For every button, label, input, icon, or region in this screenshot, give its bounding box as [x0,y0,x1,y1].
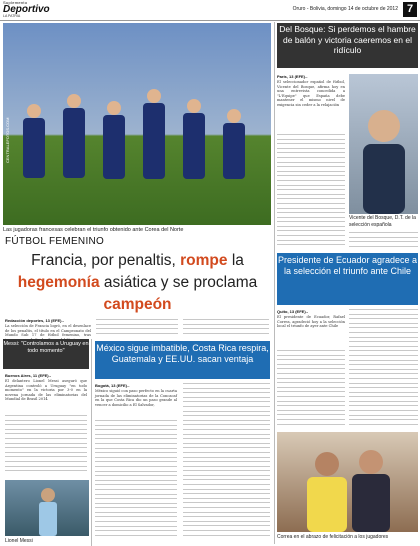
embrace-illustration [277,432,418,532]
brand-logo [3,1,73,18]
ecuador-body-col2-lines [349,309,418,430]
france-credit: Redacción deportes, 13 (EFE).- [5,318,64,323]
espana-body-col2-lines [349,232,418,250]
mexico-credit: Bogotá, 13 (EFE).- [95,383,130,388]
mexico-body-col2-lines [183,383,270,544]
france-body-col2 [96,319,178,335]
messi-sidebar [3,339,92,546]
del-bosque-caption: Vicente del Bosque, D.T. de la selección española [349,215,416,228]
france-photo-caption: Las jugadoras francesas celebran el triunfo obtenido ante Corea del Norte [3,227,184,233]
mexico-body: México siguió con paso perfecto en la cuarta jornada de las eliminatorias de la Concacaf en la que Costa Rica dio un paso grande al vencer a domicilio a El Salvador, [95,389,177,407]
headline-part: asiática y se proclama [99,274,258,291]
france-team-photo [3,23,271,225]
espana-body-col1-lines [277,134,345,250]
brand-top: Suplemento [3,0,28,5]
headline-part: Francia, por penaltis, [31,252,181,269]
france-body-col3 [183,319,269,335]
france-body: La selección de Francia logró, en el desenlace de los penaltis, el título en el Campeonato del Mundo Sub 17 de fútbol femenino, tras [5,324,91,338]
messi-photo-caption: Lionel Messi [5,538,33,544]
celebrating-players-illustration [3,23,271,225]
headline-part: la [227,252,244,269]
espana-credit: París, 13 (EFE).- [277,74,308,79]
france-headline [5,250,270,316]
ecuador-body-col1-lines [277,350,345,430]
ecuador-credit: Quito, 13 (EFE).- [277,309,309,314]
photo-watermark: CENTRALEFOTOS.COM [5,117,10,163]
portrait-illustration [349,74,418,214]
brand-sub: LA PATRIA [3,14,21,18]
espana-headline: Del Bosque: Si perdemos el hambre de balón y victoria caeremos en el ridículo [277,23,418,68]
headline-highlight: rompe [180,252,228,269]
del-bosque-photo [349,74,418,214]
messi-title: Messi: "Controlamos a Uruguay en todo momento" [3,339,89,369]
headline-highlight: hegemonía [17,274,100,291]
section-kicker: FÚTBOL FEMENINO [5,236,105,247]
messi-body: El delantero Lionel Messi aseguró que Argentina controló a Uruguay "en todo momento" en la victoria por 3-0 en la novena jornada de las eliminatorias del Mundial de Brasil 2014 [5,379,87,402]
correa-caption: Correa en el abrazo de felicitación a los jugadores [277,534,389,540]
headline-highlight: campeón [103,296,172,313]
mexico-body-col1-lines [95,420,177,544]
espana-body: El seleccionador español de fútbol, Vicente del Bosque, afirma hoy en una entrevista concedida a "L'Equipe" que España debe mantener el mismo nivel de exigencia sin ceder a la relajación [277,80,345,107]
correa-photo [277,432,418,532]
mexico-headline: México sigue imbatible, Costa Rica respira, Guatemala y EE.UU. sacan ventaja [95,341,270,379]
brand-main: Deportivo [3,4,50,15]
ecuador-body: El presidente de Ecuador, Rafael Correa, agradeció hoy a la selección local el triunfo de ayer ante Chile [277,315,345,329]
messi-body-lines [5,415,87,475]
ecuador-headline: Presidente de Ecuador agradece a la selección el triunfo ante Chile [277,253,418,305]
messi-photo [5,480,89,536]
dateline: Oruro - Bolivia, domingo 14 de octubre de 2012 [292,6,398,12]
column-divider [274,22,275,544]
page-number: 7 [403,2,417,17]
messi-credit: Buenos Aires, 11 (EFE).- [5,373,52,378]
player-silhouette-illustration [5,480,89,536]
